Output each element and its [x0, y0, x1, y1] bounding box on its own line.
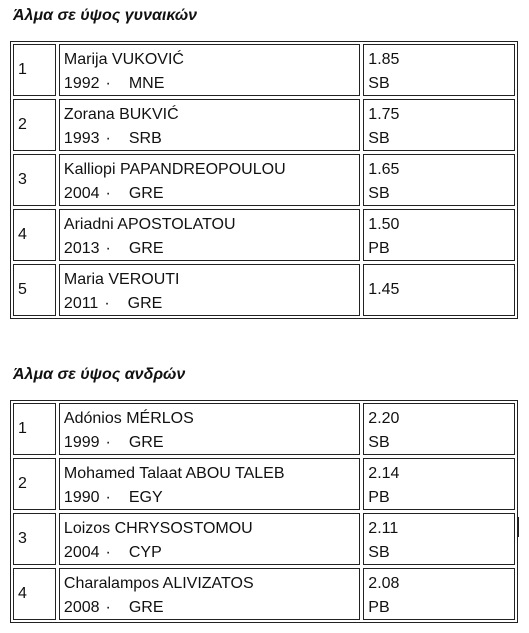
athlete-cell	[59, 568, 360, 620]
birth-year: 2013	[63, 240, 100, 257]
nationality: SRB	[128, 130, 162, 147]
athlete-name: Zorana BUKVIĆ	[63, 106, 179, 123]
rank-cell: 4	[13, 568, 56, 620]
birth-year: 2004	[63, 185, 100, 202]
mark-value: 2.14	[368, 465, 400, 482]
birth-year: 1990	[63, 489, 100, 506]
mark-cell	[363, 99, 515, 151]
mark-value: 1.65	[368, 161, 400, 178]
athlete-name: Loizos CHRYSOSTOMOU	[63, 520, 253, 537]
athlete-name: Marija VUKOVIĆ	[63, 51, 184, 68]
athlete-cell	[59, 458, 360, 510]
athlete-name: Charalampos ALIVIZATOS	[63, 575, 254, 592]
mark-cell	[363, 513, 515, 565]
mark-note: SB	[368, 75, 390, 92]
mark-note: PB	[368, 599, 390, 616]
athlete-name: Adónios MÉRLOS	[63, 410, 194, 427]
mark-note: PB	[368, 489, 390, 506]
birth-year: 1993	[63, 130, 100, 147]
birth-year: 2011	[63, 295, 99, 312]
athlete-birth-nationality	[64, 486, 359, 510]
birth-year: 2004	[63, 544, 100, 561]
athlete-name: Kalliopi PAPANDREOPOULOU	[63, 161, 286, 178]
table-row	[13, 458, 515, 510]
rank-cell: 5	[13, 264, 56, 316]
table-row	[13, 403, 515, 455]
separator: ·	[105, 185, 111, 202]
mark-note: PB	[368, 240, 390, 257]
mark-note: SB	[368, 185, 390, 202]
separator: ·	[105, 75, 111, 92]
table-row	[13, 209, 515, 261]
separator: ·	[105, 434, 111, 451]
birth-year: 1999	[63, 434, 100, 451]
table-row	[13, 154, 515, 206]
rank-cell: 4	[13, 209, 56, 261]
mark-cell	[363, 403, 515, 455]
separator: ·	[105, 544, 111, 561]
athlete-birth-nationality	[64, 596, 359, 620]
athlete-cell	[59, 264, 360, 316]
nationality: CYP	[128, 544, 162, 561]
rank-cell: 1	[13, 44, 56, 96]
nationality: GRE	[128, 240, 164, 257]
nationality: GRE	[128, 599, 164, 616]
mark-value: 2.08	[368, 575, 400, 592]
athlete-birth-nationality	[64, 541, 359, 565]
birth-year: 2008	[63, 599, 100, 616]
mark-cell	[363, 44, 515, 96]
separator: ·	[105, 240, 111, 257]
rank-cell: 2	[13, 99, 56, 151]
table-row	[13, 99, 515, 151]
mark-note: SB	[368, 434, 390, 451]
rank-cell: 3	[13, 513, 56, 565]
athlete-name: Maria VEROUTI	[63, 271, 180, 288]
athlete-birth-nationality	[64, 182, 359, 206]
nationality: GRE	[128, 185, 164, 202]
mark-cell	[363, 264, 515, 316]
mark-note: SB	[368, 130, 390, 147]
athlete-birth-nationality	[64, 237, 359, 261]
athlete-birth-nationality	[64, 431, 359, 455]
table-row	[13, 568, 515, 620]
rank-cell: 1	[13, 403, 56, 455]
birth-year: 1992	[63, 75, 100, 92]
athlete-cell	[59, 403, 360, 455]
athlete-birth-nationality	[64, 72, 359, 96]
separator: ·	[105, 130, 111, 147]
mark-value: 2.11	[368, 520, 399, 537]
athlete-name: Mohamed Talaat ABOU TALEB	[63, 465, 285, 482]
athlete-cell	[59, 154, 360, 206]
athlete-cell	[59, 99, 360, 151]
mark-value: 1.75	[368, 106, 400, 123]
mark-cell	[363, 154, 515, 206]
separator: ·	[105, 489, 111, 506]
mark-note: SB	[368, 544, 390, 561]
nationality: MNE	[128, 75, 165, 92]
athlete-birth-nationality	[64, 127, 359, 151]
results-table	[10, 400, 518, 623]
mark-value: 2.20	[368, 410, 400, 427]
mark-cell	[363, 458, 515, 510]
section-title: Άλμα σε ύψος ανδρών	[13, 366, 186, 383]
athlete-birth-nationality	[64, 292, 359, 316]
athlete-name: Ariadni APOSTOLATOU	[63, 216, 236, 233]
mark-value: 1.50	[368, 216, 400, 233]
separator: ·	[104, 295, 110, 312]
nationality: EGY	[128, 489, 163, 506]
rank-cell: 2	[13, 458, 56, 510]
nationality: GRE	[127, 295, 163, 312]
rank-cell: 3	[13, 154, 56, 206]
table-row	[13, 264, 515, 316]
section-title: Άλμα σε ύψος γυναικών	[13, 7, 198, 24]
table-row	[13, 44, 515, 96]
table-row	[13, 513, 515, 565]
mark-cell	[363, 209, 515, 261]
mark-cell	[363, 568, 515, 620]
athlete-cell	[59, 513, 360, 565]
nationality: GRE	[128, 434, 164, 451]
text-cursor-mark	[518, 517, 519, 537]
athlete-cell	[59, 44, 360, 96]
athlete-cell	[59, 209, 360, 261]
results-table	[10, 41, 518, 319]
mark-value: 1.85	[368, 51, 400, 68]
mark-value: 1.45	[368, 281, 400, 298]
separator: ·	[105, 599, 111, 616]
